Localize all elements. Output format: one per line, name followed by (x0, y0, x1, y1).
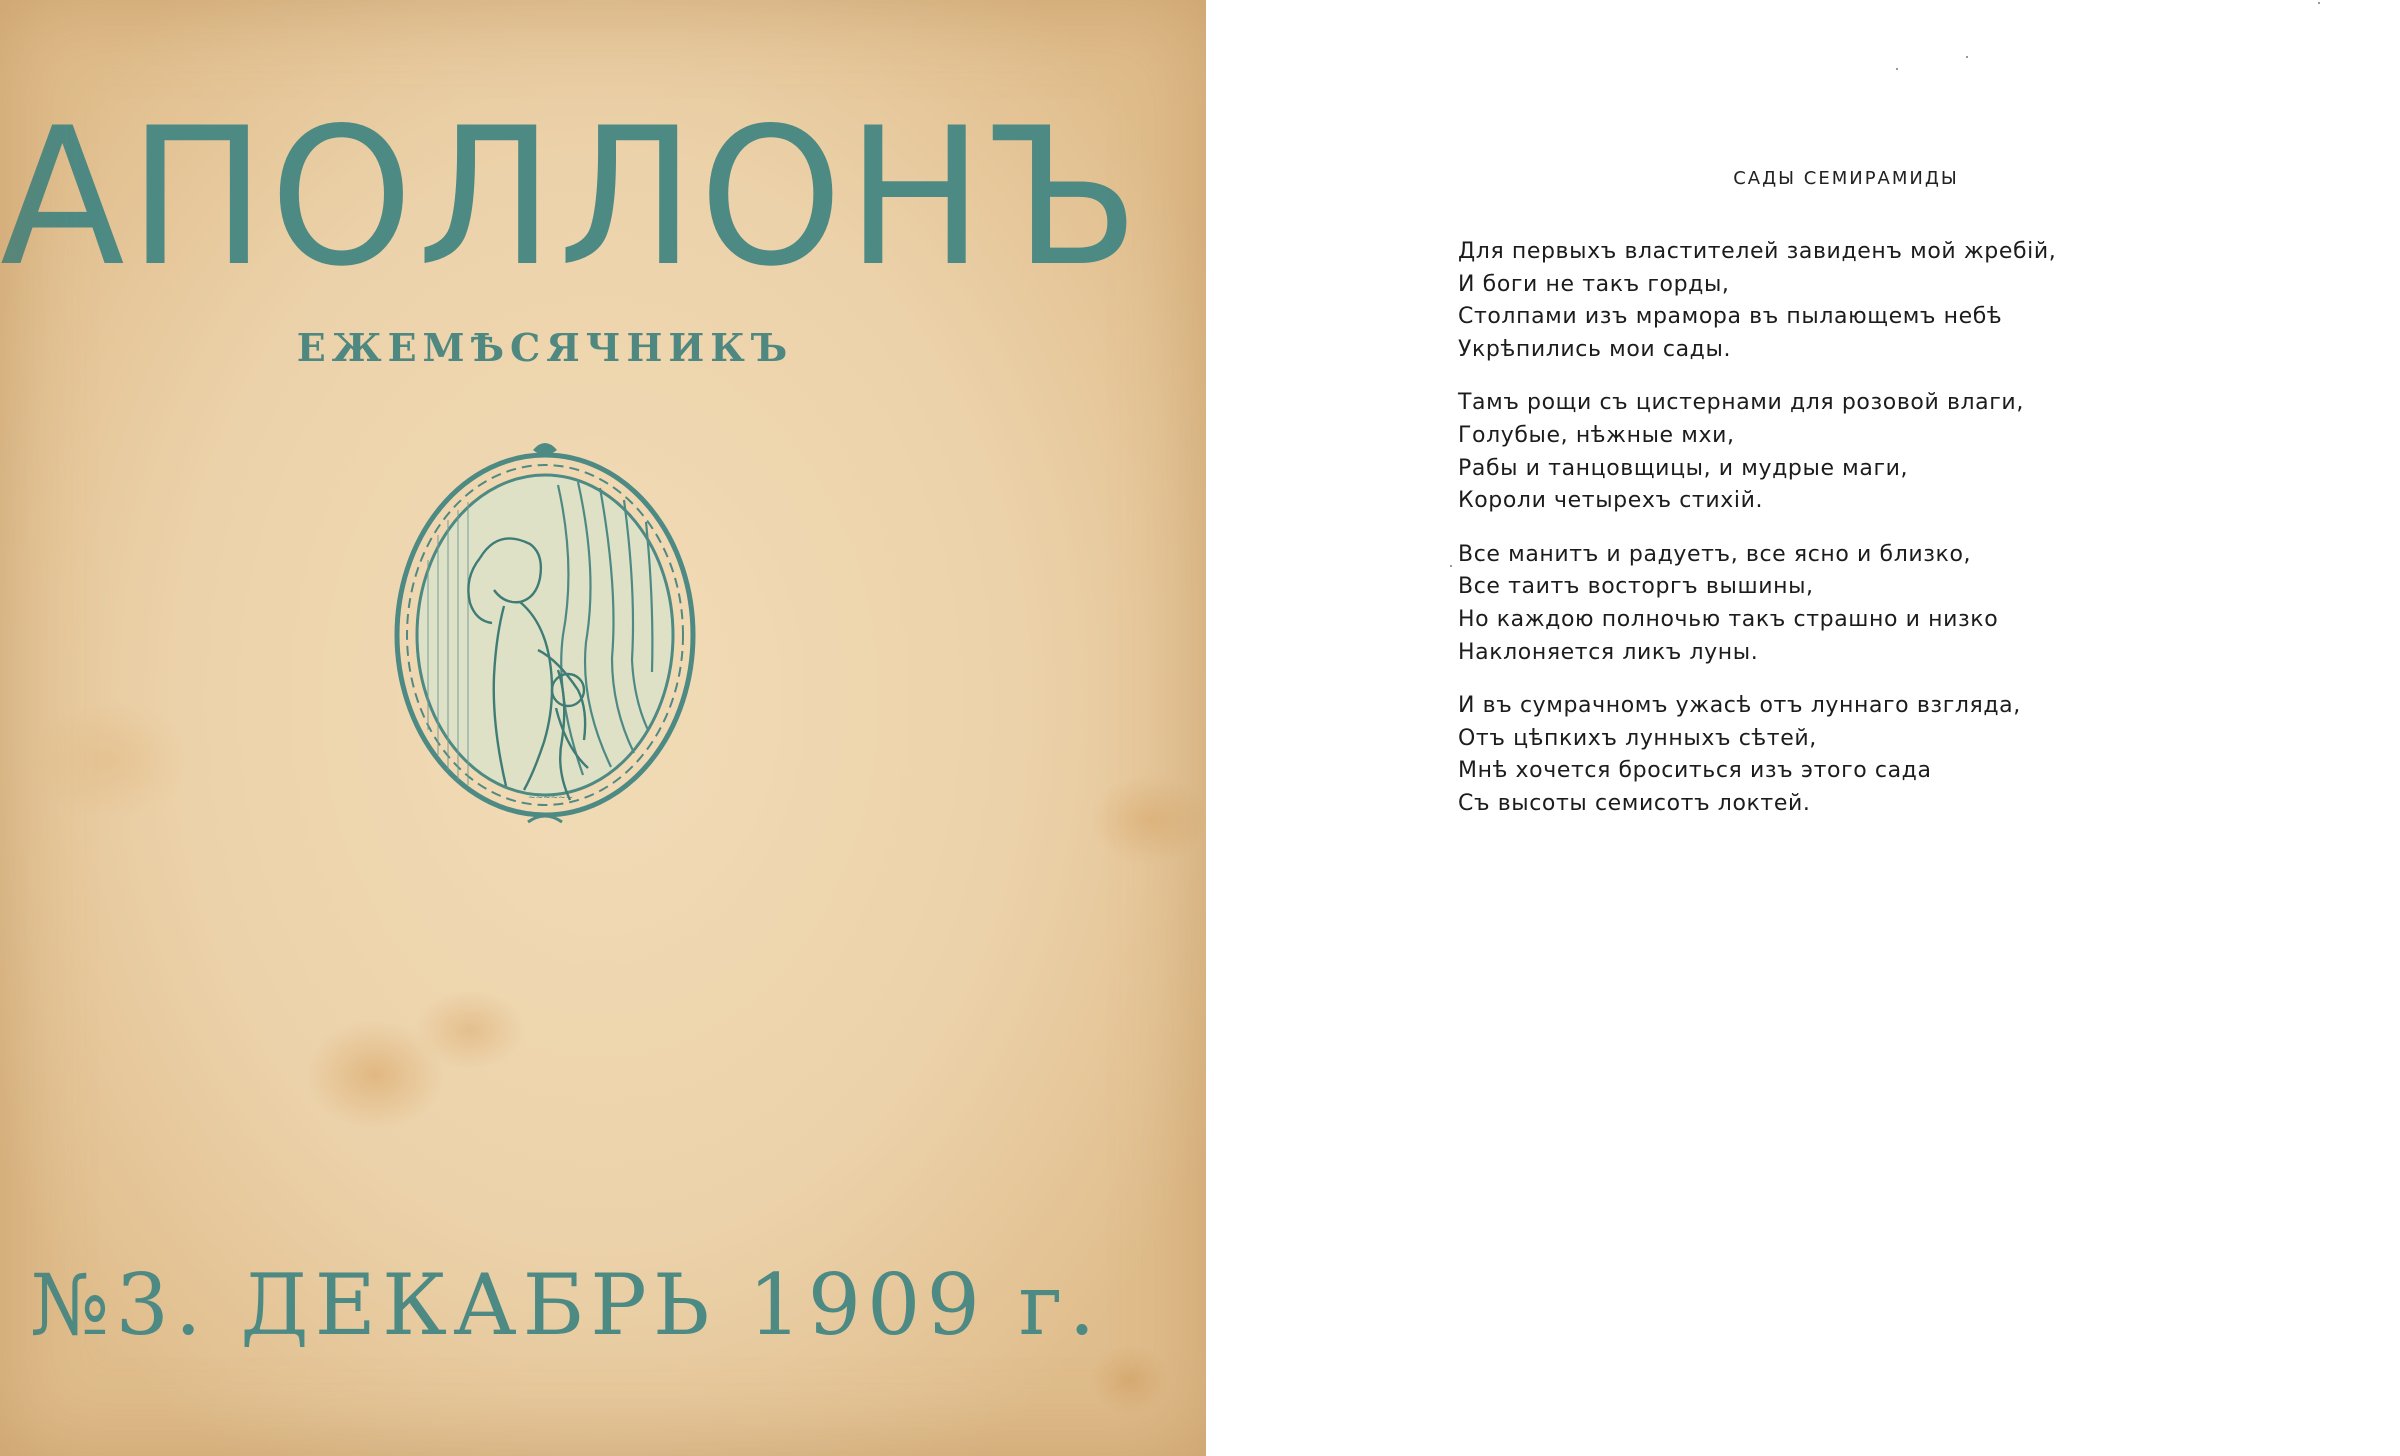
poem-body (1458, 236, 2158, 842)
poem-line: Короли четырехъ стихій. (1458, 488, 1764, 514)
poem-line: Мнѣ хочется броситься изъ этого сада (1458, 758, 1932, 784)
print-speck (1896, 68, 1898, 70)
poem-line: Все таитъ восторгъ вышины, (1458, 574, 1814, 600)
stanza (1458, 236, 2158, 366)
svg-text:~~~~~~: ~~~~~~ (528, 793, 574, 803)
poem-line: И въ сумрачномъ ужасѣ отъ луннаго взгляда, (1458, 693, 2021, 719)
medallion-illustration (388, 440, 702, 826)
poem-line: И боги не такъ горды, (1458, 271, 1730, 297)
cover-title: АПОЛЛОНЪ (0, 87, 1144, 308)
poem-line: Тамъ рощи съ цистернами для розовой влаги, (1458, 390, 2024, 416)
poem-line: Для первыхъ властителей завиденъ мой жребій, (1458, 239, 2057, 264)
cover-subtitle: ЕЖЕМѢСЯЧНИКЪ (296, 325, 794, 370)
stanza (1458, 387, 2158, 517)
stanza (1458, 690, 2158, 820)
poem-line: Отъ цѣпкихъ лунныхъ сѣтей, (1458, 725, 1817, 751)
print-speck (1450, 565, 1452, 567)
print-speck (2318, 2, 2320, 4)
stanza (1458, 539, 2158, 669)
poem-line: Укрѣпились мои сады. (1458, 336, 1732, 362)
poem-line: Голубые, нѣжные мхи, (1458, 422, 1735, 448)
cover-issue-line: №3. ДЕКАБРЬ 1909 г. (30, 1256, 1102, 1354)
poem-title: САДЫ СЕМИРАМИДЫ (1733, 168, 1959, 189)
poem-line: Но каждою полночью такъ страшно и низко (1458, 606, 1999, 632)
poem-line: Съ высоты семисотъ локтей. (1458, 790, 1811, 816)
print-speck (1966, 56, 1968, 58)
poem-line: Наклоняется ликъ луны. (1458, 639, 1759, 665)
poem-line: Все манитъ и радуетъ, все ясно и близко, (1458, 541, 1972, 567)
poem-line: Рабы и танцовщицы, и мудрые маги, (1458, 455, 1909, 481)
poem-page (1206, 0, 2400, 1456)
poem-line: Столпами изъ мрамора въ пылающемъ небѣ (1458, 304, 2003, 330)
